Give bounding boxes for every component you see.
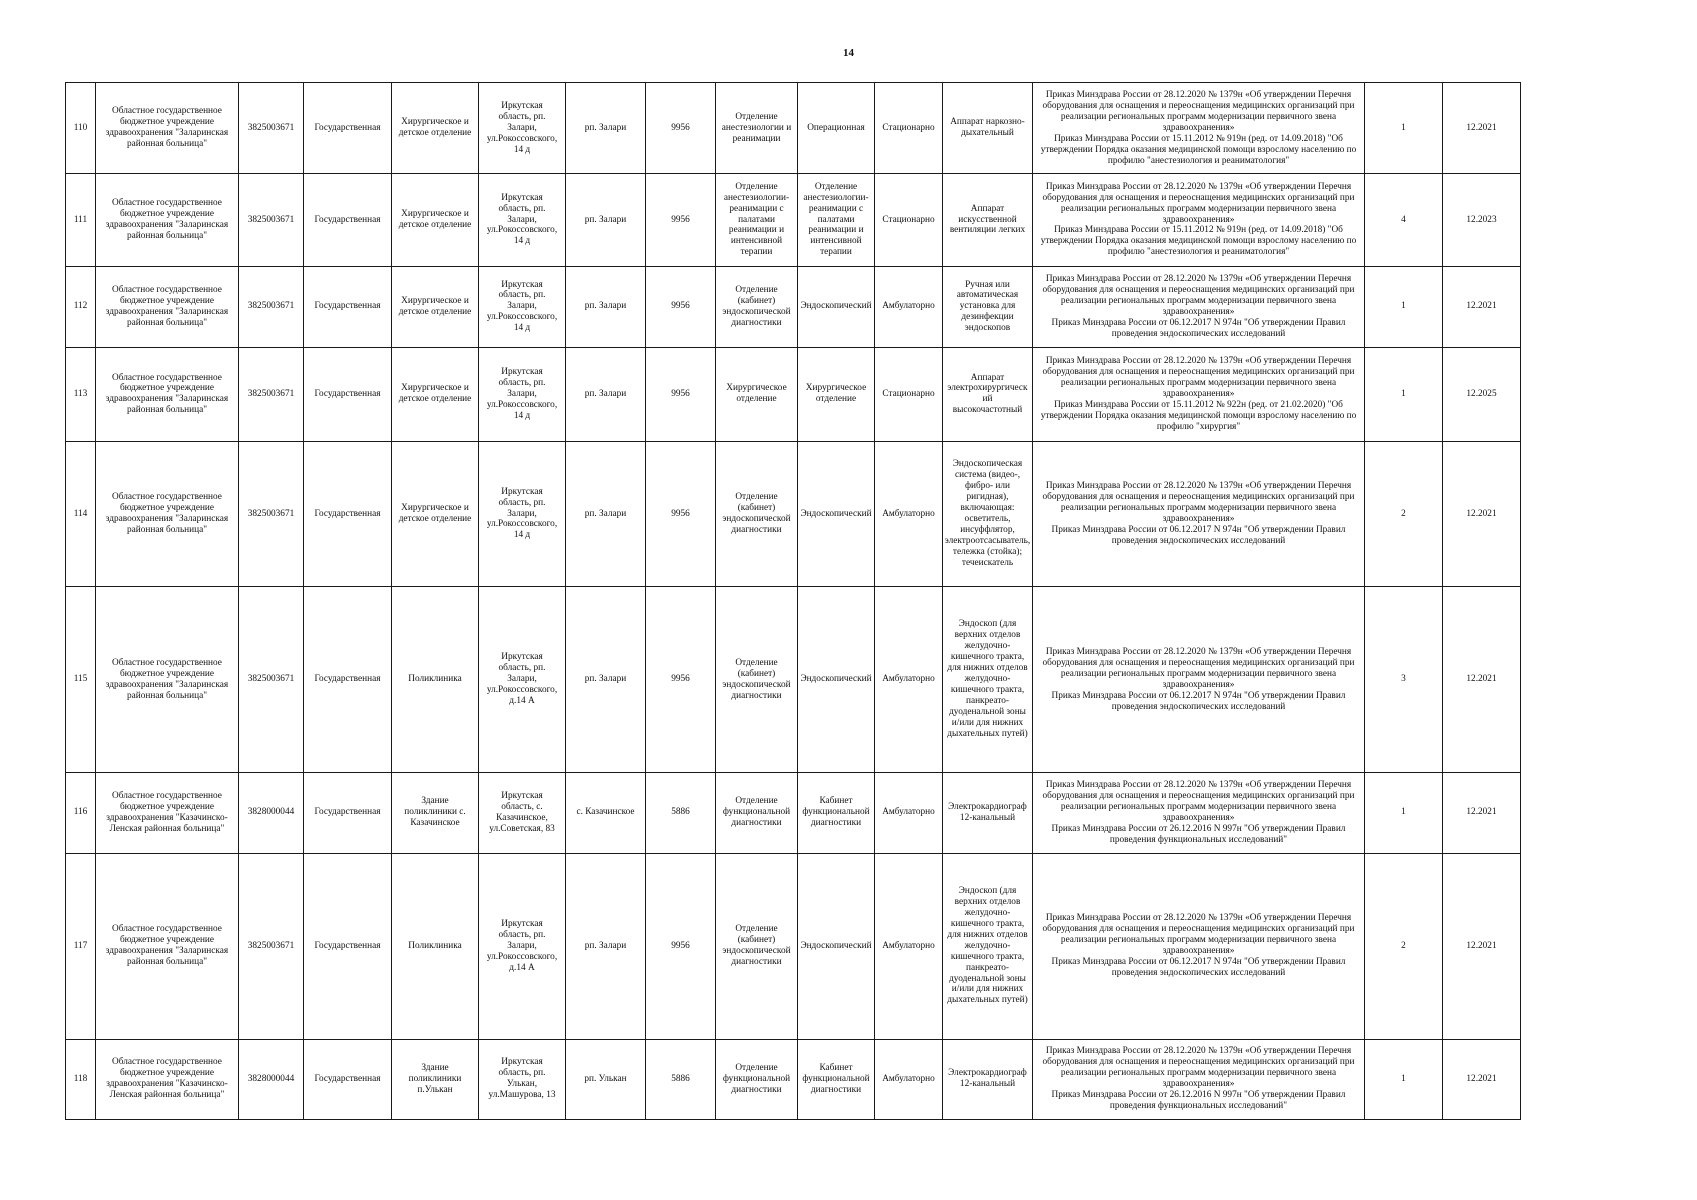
room-name: Эндоскопический [798,266,875,348]
population-value: 9956 [646,853,716,1039]
equipment-name: Аппарат наркозно- дыхательный [943,83,1033,174]
locality: рп. Залари [566,266,646,348]
quantity-value: 1 [1365,348,1443,441]
building-name: Здание поликлиники с. Казачинское [392,773,479,853]
building-name: Хирургическое и детское отделение [392,83,479,174]
table-row [66,83,1521,174]
room-name: Операционная [798,83,875,174]
quantity-value: 2 [1365,853,1443,1039]
quantity-value: 2 [1365,441,1443,587]
regulatory-basis: Приказ Минздрава России от 28.12.2020 № 1379н «Об утверждении Перечня оборудования для оснащения и переоснащения медицинских организаций при реализации региональных программ модернизации первичного звена здравоохранения» Приказ Минздрава России от 06.12.2017 N 974н "Об утверждении Правил проведения эндоскопических исследований [1033,853,1365,1039]
regulatory-basis: Приказ Минздрава России от 28.12.2020 № 1379н «Об утверждении Перечня оборудования для оснащения и переоснащения медицинских организаций при реализации региональных программ модернизации первичного звена здравоохранения» Приказ Минздрава России от 26.12.2016 N 997н "Об утверждении Правил проведения функциональных исследований" [1033,1039,1365,1119]
table-body [66,83,1521,1120]
room-name: Отделение анестезиологии- реанимации с палатами реанимации и интенсивной терапии [798,174,875,266]
population-value: 5886 [646,773,716,853]
equipment-table [65,82,1521,1120]
ownership-type: Государственная [304,83,392,174]
population-value: 9956 [646,587,716,773]
row-number: 115 [66,587,96,773]
delivery-date: 12.2021 [1443,83,1521,174]
equipment-name: Эндоскоп (для верхних отделов желудочно- кишечного тракта, для нижних отделов желудочно- кишечного тракта, панкреато- дуоденальной зоны и/или для нижних дыхательных путей) [943,853,1033,1039]
department-name: Отделение (кабинет) эндоскопической диагностики [716,853,798,1039]
organization-name: Областное государственное бюджетное учреждение здравоохранения "Заларинская районная больница" [96,441,239,587]
locality: рп. Залари [566,853,646,1039]
inn-value: 3825003671 [239,587,304,773]
building-name: Хирургическое и детское отделение [392,348,479,441]
quantity-value: 1 [1365,83,1443,174]
locality: с. Казачинское [566,773,646,853]
inn-value: 3825003671 [239,83,304,174]
organization-name: Областное государственное бюджетное учреждение здравоохранения "Заларинская районная больница" [96,348,239,441]
regulatory-basis: Приказ Минздрава России от 28.12.2020 № 1379н «Об утверждении Перечня оборудования для оснащения и переоснащения медицинских организаций при реализации региональных программ модернизации первичного звена здравоохранения» Приказ Минздрава России от 06.12.2017 N 974н "Об утверждении Правил проведения эндоскопических исследований [1033,266,1365,348]
delivery-date: 12.2021 [1443,853,1521,1039]
building-name: Поликлиника [392,587,479,773]
room-name: Эндоскопический [798,587,875,773]
locality: рп. Залари [566,441,646,587]
address: Иркутская область, рп. Залари, ул.Рокоссовского, 14 д [479,441,566,587]
care-type: Стационарно [875,83,943,174]
department-name: Отделение (кабинет) эндоскопической диагностики [716,587,798,773]
address: Иркутская область, рп. Залари, ул.Рокоссовского, д.14 А [479,587,566,773]
building-name: Здание поликлиники п.Улькан [392,1039,479,1119]
population-value: 9956 [646,348,716,441]
population-value: 9956 [646,174,716,266]
organization-name: Областное государственное бюджетное учреждение здравоохранения "Заларинская районная больница" [96,853,239,1039]
care-type: Амбулаторно [875,587,943,773]
regulatory-basis: Приказ Минздрава России от 28.12.2020 № 1379н «Об утверждении Перечня оборудования для оснащения и переоснащения медицинских организаций при реализации региональных программ модернизации первичного звена здравоохранения» Приказ Минздрава России от 15.11.2012 № 919н (ред. от 14.09.2018) "Об утверждении Порядка оказания медицинской помощи взрослому населению по профилю "анестезиология и реаниматология" [1033,174,1365,266]
locality: рп. Залари [566,174,646,266]
regulatory-basis: Приказ Минздрава России от 28.12.2020 № 1379н «Об утверждении Перечня оборудования для оснащения и переоснащения медицинских организаций при реализации региональных программ модернизации первичного звена здравоохранения» Приказ Минздрава России от 15.11.2012 № 922н (ред. от 21.02.2020) "Об утверждении Порядка оказания медицинской помощи взрослому населению по профилю "хирургия" [1033,348,1365,441]
equipment-name: Эндоскопическая система (видео-, фибро- или ригидная), включающая: осветитель, инсуффлятор, электроотсасыватель, тележка (стойка); течеискатель [943,441,1033,587]
equipment-name: Электрокардиограф 12-канальный [943,1039,1033,1119]
room-name: Хирургическое отделение [798,348,875,441]
population-value: 9956 [646,266,716,348]
building-name: Хирургическое и детское отделение [392,266,479,348]
delivery-date: 12.2021 [1443,266,1521,348]
address: Иркутская область, рп. Залари, ул.Рокоссовского, 14 д [479,266,566,348]
department-name: Отделение функциональной диагностики [716,773,798,853]
equipment-name: Эндоскоп (для верхних отделов желудочно- кишечного тракта, для нижних отделов желудочно- кишечного тракта, панкреато- дуоденальной зоны и/или для нижних дыхательных путей) [943,587,1033,773]
building-name: Хирургическое и детское отделение [392,441,479,587]
delivery-date: 12.2023 [1443,174,1521,266]
ownership-type: Государственная [304,174,392,266]
room-name: Эндоскопический [798,853,875,1039]
quantity-value: 1 [1365,266,1443,348]
delivery-date: 12.2021 [1443,441,1521,587]
ownership-type: Государственная [304,266,392,348]
address: Иркутская область, рп. Залари, ул.Рокоссовского, 14 д [479,348,566,441]
locality: рп. Залари [566,587,646,773]
ownership-type: Государственная [304,441,392,587]
population-value: 5886 [646,1039,716,1119]
care-type: Амбулаторно [875,441,943,587]
inn-value: 3825003671 [239,853,304,1039]
organization-name: Областное государственное бюджетное учреждение здравоохранения "Казачинско- Ленская районная больница" [96,773,239,853]
table-row [66,266,1521,348]
address: Иркутская область, рп. Улькан, ул.Машурова, 13 [479,1039,566,1119]
address: Иркутская область, рп. Залари, ул.Рокоссовского, 14 д [479,83,566,174]
population-value: 9956 [646,441,716,587]
row-number: 114 [66,441,96,587]
regulatory-basis: Приказ Минздрава России от 28.12.2020 № 1379н «Об утверждении Перечня оборудования для оснащения и переоснащения медицинских организаций при реализации региональных программ модернизации первичного звена здравоохранения» Приказ Минздрава России от 15.11.2012 № 919н (ред. от 14.09.2018) "Об утверждении Порядка оказания медицинской помощи взрослому населению по профилю "анестезиология и реаниматология" [1033,83,1365,174]
address: Иркутская область, рп. Залари, ул.Рокоссовского, д.14 А [479,853,566,1039]
locality: рп. Залари [566,348,646,441]
ownership-type: Государственная [304,348,392,441]
delivery-date: 12.2025 [1443,348,1521,441]
department-name: Отделение анестезиологии- реанимации с палатами реанимации и интенсивной терапии [716,174,798,266]
care-type: Стационарно [875,348,943,441]
table-row [66,587,1521,773]
care-type: Стационарно [875,174,943,266]
equipment-name: Ручная или автоматическая установка для дезинфекции эндоскопов [943,266,1033,348]
ownership-type: Государственная [304,853,392,1039]
table-row [66,441,1521,587]
ownership-type: Государственная [304,587,392,773]
inn-value: 3825003671 [239,266,304,348]
care-type: Амбулаторно [875,773,943,853]
room-name: Кабинет функциональной диагностики [798,1039,875,1119]
inn-value: 3825003671 [239,441,304,587]
row-number: 111 [66,174,96,266]
inn-value: 3828000044 [239,773,304,853]
building-name: Поликлиника [392,853,479,1039]
address: Иркутская область, с. Казачинское, ул.Советская, 83 [479,773,566,853]
quantity-value: 1 [1365,1039,1443,1119]
care-type: Амбулаторно [875,266,943,348]
row-number: 118 [66,1039,96,1119]
delivery-date: 12.2021 [1443,1039,1521,1119]
page-number: 14 [843,47,854,59]
table-row [66,348,1521,441]
care-type: Амбулаторно [875,1039,943,1119]
equipment-name: Аппарат искусственной вентиляции легких [943,174,1033,266]
delivery-date: 12.2021 [1443,587,1521,773]
care-type: Амбулаторно [875,853,943,1039]
department-name: Отделение функциональной диагностики [716,1039,798,1119]
row-number: 112 [66,266,96,348]
department-name: Отделение (кабинет) эндоскопической диагностики [716,266,798,348]
quantity-value: 1 [1365,773,1443,853]
row-number: 113 [66,348,96,441]
organization-name: Областное государственное бюджетное учреждение здравоохранения "Заларинская районная больница" [96,587,239,773]
row-number: 116 [66,773,96,853]
room-name: Эндоскопический [798,441,875,587]
table-row [66,174,1521,266]
department-name: Отделение (кабинет) эндоскопической диагностики [716,441,798,587]
inn-value: 3825003671 [239,174,304,266]
ownership-type: Государственная [304,1039,392,1119]
row-number: 110 [66,83,96,174]
inn-value: 3828000044 [239,1039,304,1119]
quantity-value: 3 [1365,587,1443,773]
inn-value: 3825003671 [239,348,304,441]
department-name: Отделение анестезиологии и реанимации [716,83,798,174]
organization-name: Областное государственное бюджетное учреждение здравоохранения "Заларинская районная больница" [96,83,239,174]
organization-name: Областное государственное бюджетное учреждение здравоохранения "Заларинская районная больница" [96,266,239,348]
locality: рп. Залари [566,83,646,174]
regulatory-basis: Приказ Минздрава России от 28.12.2020 № 1379н «Об утверждении Перечня оборудования для оснащения и переоснащения медицинских организаций при реализации региональных программ модернизации первичного звена здравоохранения» Приказ Минздрава России от 06.12.2017 N 974н "Об утверждении Правил проведения эндоскопических исследований [1033,441,1365,587]
table-row [66,853,1521,1039]
organization-name: Областное государственное бюджетное учреждение здравоохранения "Заларинская районная больница" [96,174,239,266]
population-value: 9956 [646,83,716,174]
equipment-name: Аппарат электрохирургическ ий высокочастотный [943,348,1033,441]
table-row [66,1039,1521,1119]
room-name: Кабинет функциональной диагностики [798,773,875,853]
equipment-name: Электрокардиограф 12-канальный [943,773,1033,853]
quantity-value: 4 [1365,174,1443,266]
row-number: 117 [66,853,96,1039]
regulatory-basis: Приказ Минздрава России от 28.12.2020 № 1379н «Об утверждении Перечня оборудования для оснащения и переоснащения медицинских организаций при реализации региональных программ модернизации первичного звена здравоохранения» Приказ Минздрава России от 26.12.2016 N 997н "Об утверждении Правил проведения функциональных исследований" [1033,773,1365,853]
delivery-date: 12.2021 [1443,773,1521,853]
address: Иркутская область, рп. Залари, ул.Рокоссовского, 14 д [479,174,566,266]
building-name: Хирургическое и детское отделение [392,174,479,266]
organization-name: Областное государственное бюджетное учреждение здравоохранения "Казачинско- Ленская районная больница" [96,1039,239,1119]
ownership-type: Государственная [304,773,392,853]
table-row [66,773,1521,853]
department-name: Хирургическое отделение [716,348,798,441]
regulatory-basis: Приказ Минздрава России от 28.12.2020 № 1379н «Об утверждении Перечня оборудования для оснащения и переоснащения медицинских организаций при реализации региональных программ модернизации первичного звена здравоохранения» Приказ Минздрава России от 06.12.2017 N 974н "Об утверждении Правил проведения эндоскопических исследований [1033,587,1365,773]
locality: рп. Улькан [566,1039,646,1119]
